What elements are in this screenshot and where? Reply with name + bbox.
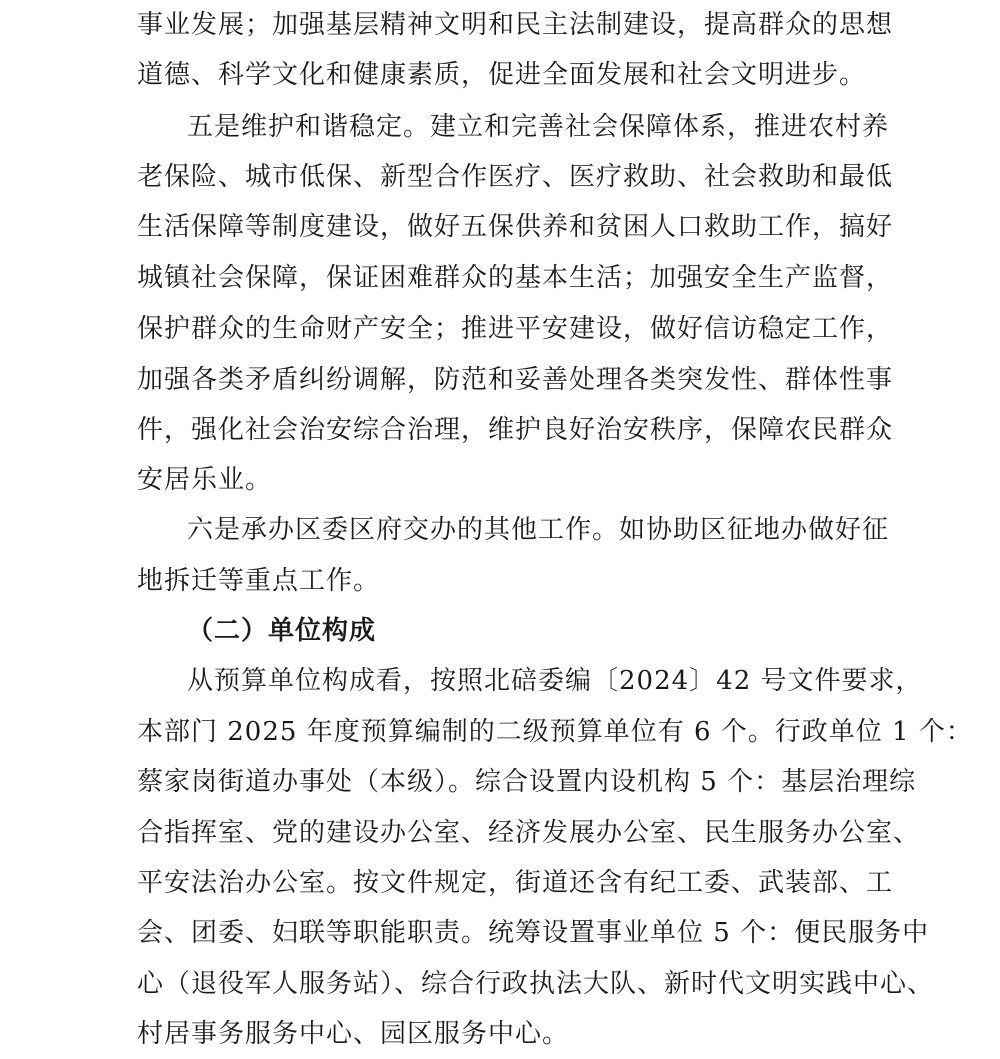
- paragraph-start-line: 五是维护和谐稳定。建立和完善社会保障体系，推进农村养: [187, 112, 890, 142]
- text-line: 心（退役军人服务站）、综合行政执法大队、新时代文明实践中心、: [137, 969, 935, 999]
- paragraph-start-line: 六是承办区委区府交办的其他工作。如协助区征地办做好征: [187, 515, 890, 545]
- text-line: 合指挥室、党的建设办公室、经济发展办公室、民生服务办公室、: [137, 818, 921, 848]
- text-line: 地拆迁等重点工作。: [137, 566, 381, 596]
- text-line: 城镇社会保障，保证困难群众的基本生活；加强安全生产监督，: [137, 263, 894, 293]
- text-line: 保护群众的生命财产安全；推进平安建设，做好信访稳定工作，: [137, 314, 894, 344]
- section-heading: （二）单位构成: [187, 616, 377, 646]
- text-line: 蔡家岗街道办事处（本级）。综合设置内设机构 5 个：基层治理综: [137, 767, 917, 797]
- paragraph-start-line: 从预算单位构成看，按照北碚委编〔2024〕42 号文件要求，: [187, 666, 923, 696]
- text-line: 生活保障等制度建设，做好五保供养和贫困人口救助工作，搞好: [137, 212, 894, 242]
- text-line: 件，强化社会治安综合治理，维护良好治安秩序，保障农民群众: [137, 415, 894, 445]
- text-line: 加强各类矛盾纠纷调解，防范和妥善处理各类突发性、群体性事: [137, 365, 894, 395]
- text-line: 村居事务服务中心、园区服务中心。: [137, 1019, 570, 1049]
- text-line: 安居乐业。: [137, 465, 273, 495]
- text-line: 平安法治办公室。按文件规定，街道还含有纪工委、武装部、工: [137, 868, 894, 898]
- text-line: 本部门 2025 年度预算编制的二级预算单位有 6 个。行政单位 1 个：: [137, 717, 973, 747]
- text-line: 老保险、城市低保、新型合作医疗、医疗救助、社会救助和最低: [137, 162, 894, 192]
- text-line: 道德、科学文化和健康素质，促进全面发展和社会文明进步。: [137, 60, 867, 90]
- text-line: 会、团委、妇联等职能职责。统筹设置事业单位 5 个：便民服务中: [137, 918, 930, 948]
- text-line: 事业发展；加强基层精神文明和民主法制建设，提高群众的思想: [137, 10, 894, 40]
